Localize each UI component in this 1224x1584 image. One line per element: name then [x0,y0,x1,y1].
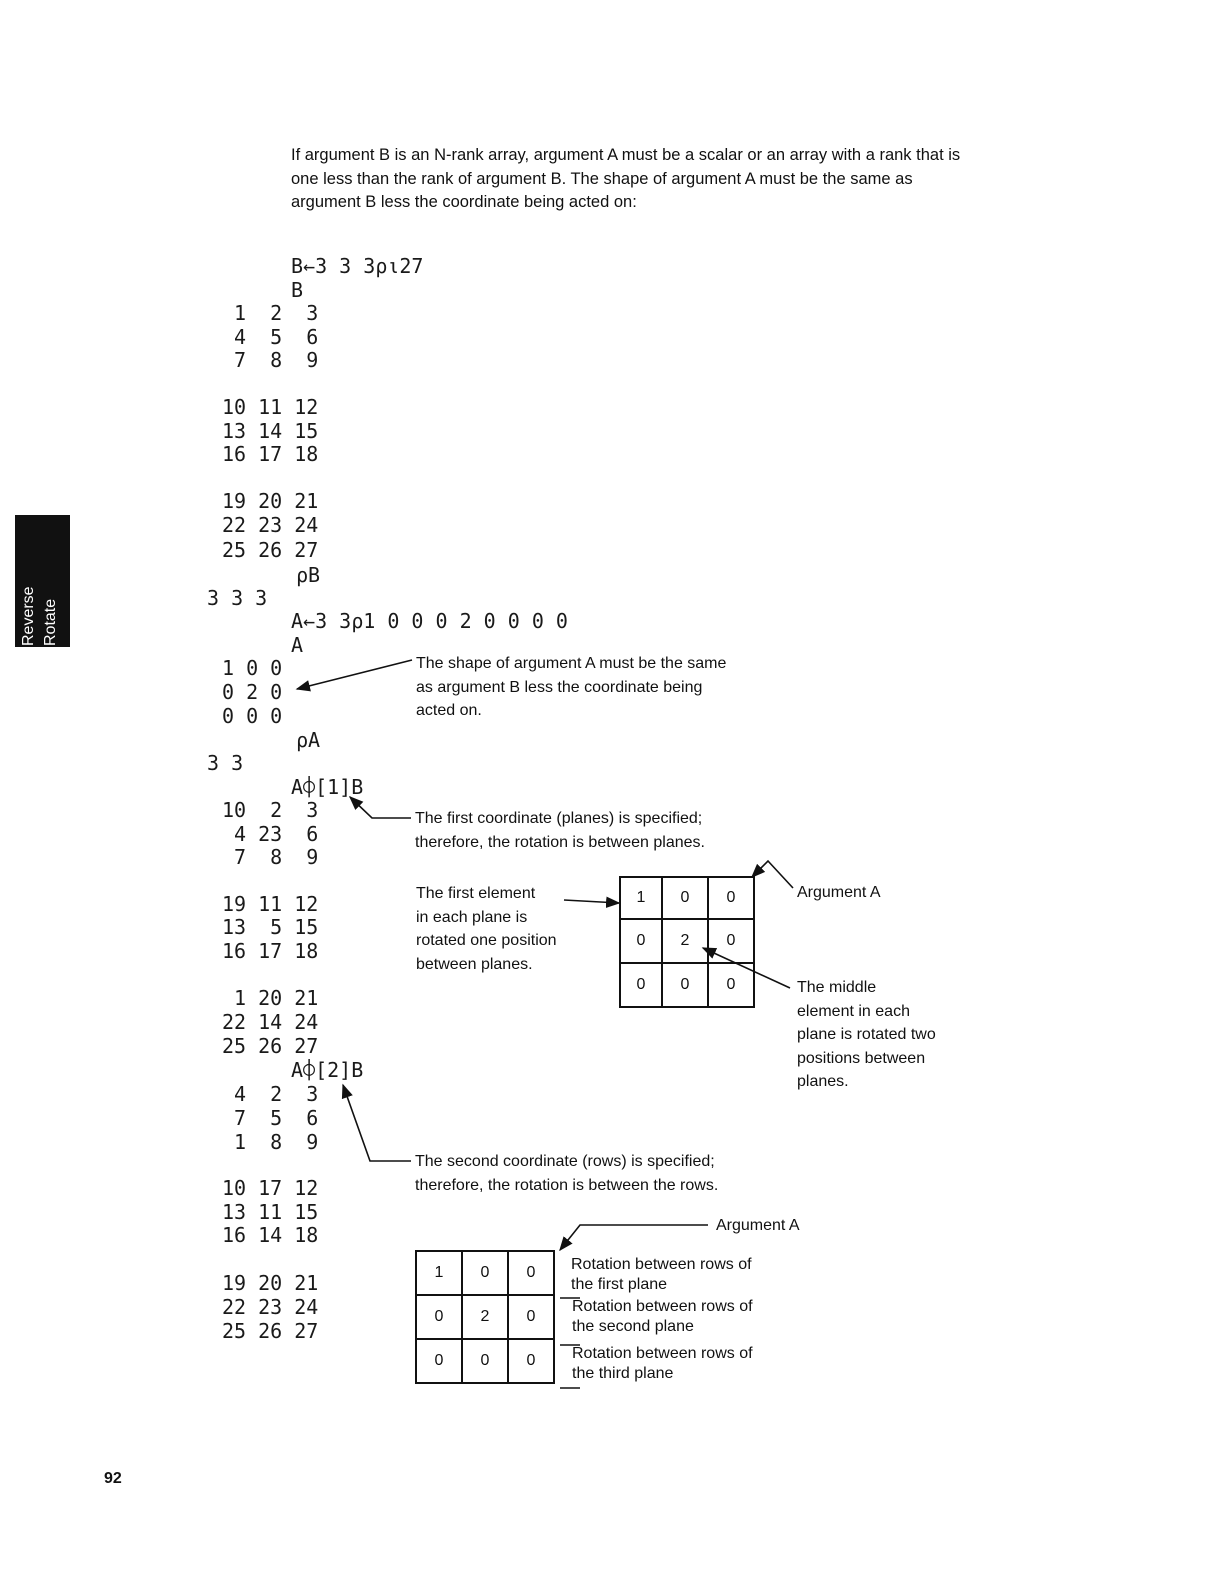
leader-argument-a [752,861,793,888]
apl-line: 0 0 0 [222,704,283,728]
apl-line: 10 2 3 [222,798,319,822]
grid-cell: 0 [416,1295,462,1339]
grid-cell: 0 [508,1339,554,1383]
apl-line: A←3 3⍴1 0 0 0 2 0 0 0 0 [291,609,568,633]
leader-middle-element [703,948,790,988]
apl-line: 13 14 15 [222,419,319,443]
leader-first-coordinate [350,797,411,818]
apl-line: 25 26 27 [222,538,319,562]
apl-line: 1 20 21 [234,986,319,1010]
leader-argument-a-rows [560,1225,708,1250]
apl-line: 25 26 27 [222,1319,319,1343]
apl-line: 10 17 12 [222,1176,319,1200]
apl-line: 19 20 21 [222,1271,319,1295]
grid-cell: 0 [620,963,662,1007]
grid-cell: 0 [508,1251,554,1295]
apl-line: 19 11 12 [222,892,319,916]
argument-a-label: Argument A [797,884,881,901]
intro-paragraph: If argument B is an N-rank array, argument A must be a scalar or an array with a rank that is one less than the rank of argument B. The shape of argument A must be the same as argument B less the coordinate being acted on: [291,146,961,211]
second-coordinate-note: The second coordinate (rows) is specified; therefore, the rotation is between the rows. [415,1153,719,1194]
apl-line: 16 14 18 [222,1223,319,1247]
shape-note: The shape of argument A must be the same as argument B less the coordinate being acted on. [416,655,727,719]
apl-line: 7 8 9 [234,845,319,869]
apl-line: 1 8 9 [234,1130,319,1154]
apl-line: ⍴A [296,728,321,752]
row-note-third-plane: Rotation between rows of the third plane [572,1345,753,1382]
first-coordinate-note: The first coordinate (planes) is specified; therefore, the rotation is between planes. [415,810,705,851]
grid-cell: 0 [662,963,708,1007]
apl-line: 7 5 6 [234,1106,319,1130]
apl-line: 19 20 21 [222,489,319,513]
side-tab-label-rotate: Rotate [42,598,59,646]
apl-line: 22 23 24 [222,513,319,537]
row-note-first-plane: Rotation between rows of the first plane [571,1256,752,1293]
apl-line: A⌽[1]B [291,775,364,799]
first-element-note: The first element in each plane is rotated one position between planes. [416,885,557,973]
page-number: 92 [104,1470,122,1487]
apl-line: 1 2 3 [234,301,319,325]
apl-line: 16 17 18 [222,442,319,466]
grid-cell: 0 [462,1339,508,1383]
apl-line: 0 2 0 [222,680,283,704]
grid-cell: 0 [708,877,754,919]
apl-line: B←3 3 3⍴⍳27 [291,254,424,278]
apl-line: 3 3 [207,751,244,775]
apl-line: 7 8 9 [234,348,319,372]
grid-cell: 2 [462,1295,508,1339]
grid-cell: 0 [662,877,708,919]
apl-line: 22 14 24 [222,1010,319,1034]
grid-cell: 2 [662,919,708,963]
grid-cell: 0 [708,919,754,963]
apl-line: ⍴B [296,563,321,587]
middle-element-note: The middle element in each plane is rotated two positions between planes. [797,979,936,1090]
leader-first-element [564,900,619,903]
grid-cell: 1 [620,877,662,919]
leader-shape-note [297,660,412,689]
apl-line: 22 23 24 [222,1295,319,1319]
grid-cell: 0 [508,1295,554,1339]
apl-line: A [291,633,304,657]
grid-cell: 0 [708,963,754,1007]
apl-line: B [291,278,304,302]
apl-line: 4 2 3 [234,1082,319,1106]
apl-line: A⌽[2]B [291,1058,364,1082]
argument-a-label-rows: Argument A [716,1217,800,1234]
apl-line: 4 5 6 [234,325,319,349]
apl-line: 3 3 3 [207,586,268,610]
grid-cell: 0 [462,1251,508,1295]
apl-line: 13 11 15 [222,1200,319,1224]
apl-line: 4 23 6 [234,822,319,846]
grid-cell: 0 [620,919,662,963]
apl-line: 13 5 15 [222,915,319,939]
grid-cell: 1 [416,1251,462,1295]
grid-cell: 0 [416,1339,462,1383]
row-note-second-plane: Rotation between rows of the second plane [572,1298,753,1335]
apl-line: 16 17 18 [222,939,319,963]
apl-line: 1 0 0 [222,656,283,680]
apl-line: 10 11 12 [222,395,319,419]
apl-line: 25 26 27 [222,1034,319,1058]
side-tab-label-reverse: Reverse [20,586,37,646]
leader-second-coordinate [343,1085,411,1161]
